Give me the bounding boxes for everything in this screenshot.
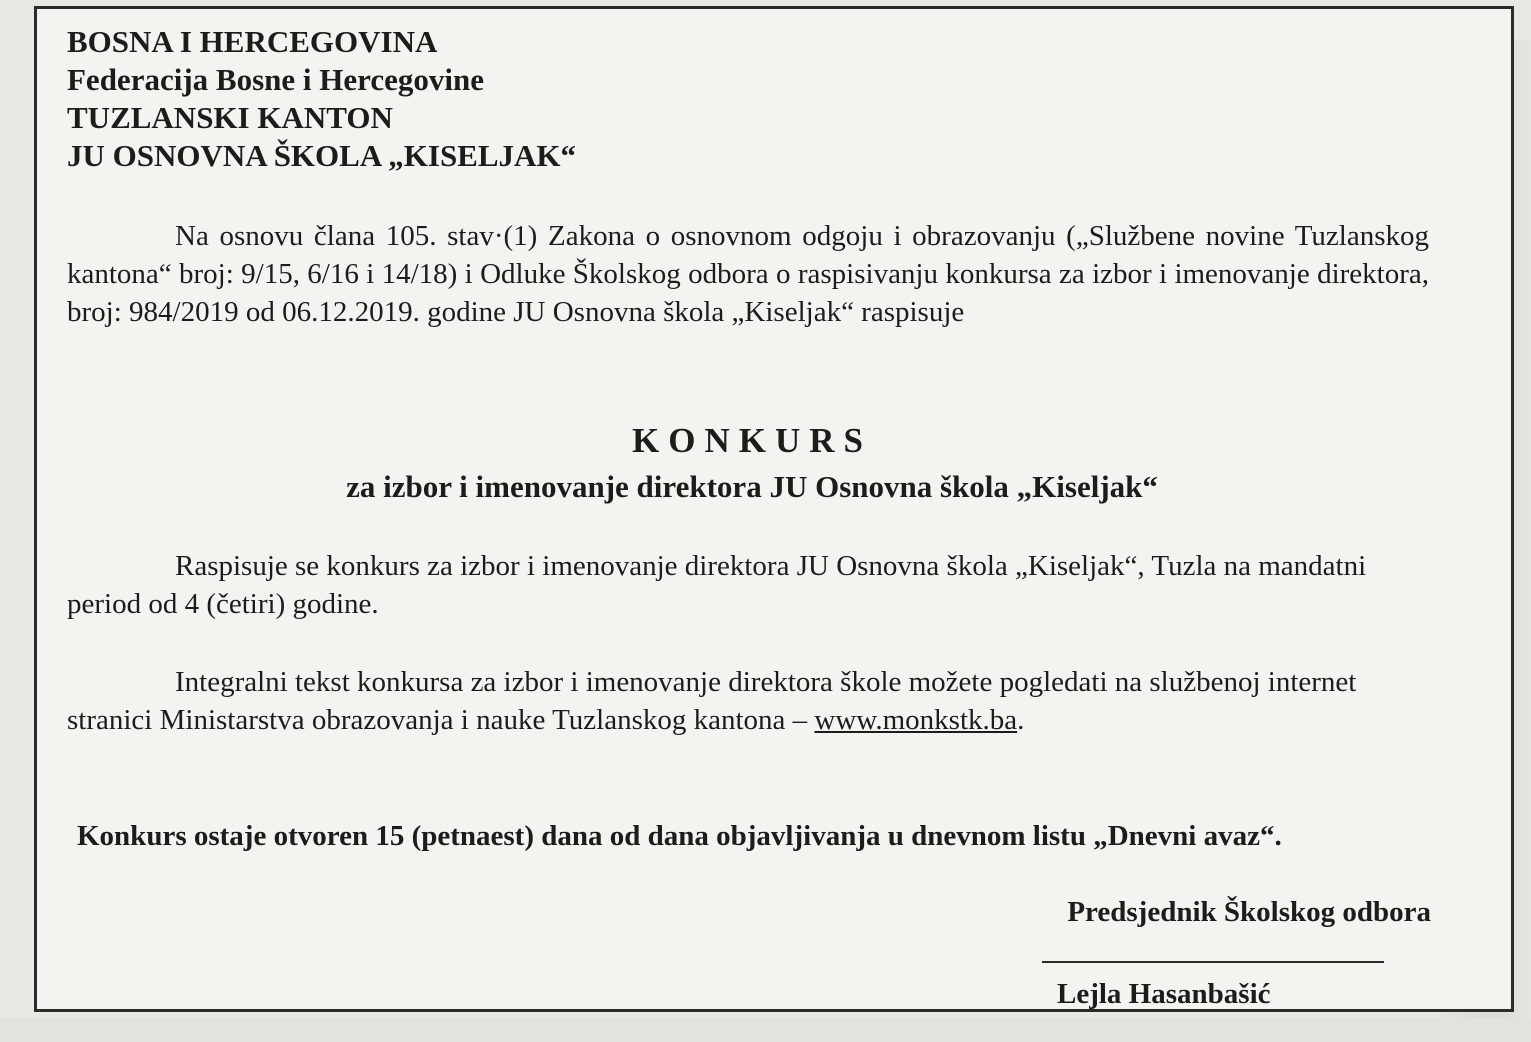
- notice-box: [34, 6, 1514, 1012]
- signature-name: Lejla Hasanbašić: [1057, 978, 1271, 1010]
- intro-paragraph: Na osnovu člana 105. stav·(1) Zakona o osnovnom odgoju i obrazovanju („Službene novine Tuzlanskog kantona“ broj: 9/15, 6/16 i 14/18) i Odluke Školskog odbora o raspisivanju konkursa za izbor i imenovanje direktora, broj: 984/2019 od 06.12.2019. godine JU Osnovna škola „Kiseljak“ raspisuje: [67, 220, 1429, 328]
- document-header: [67, 23, 576, 175]
- header-country: BOSNA I HERCEGOVINA: [67, 24, 438, 59]
- announcement-paragraph: Raspisuje se konkurs za izbor i imenovanje direktora JU Osnovna škola „Kiseljak“, Tuzla na mandatni period od 4 (četiri) godine.: [67, 550, 1367, 620]
- link-suffix: .: [1017, 704, 1025, 736]
- background-bottom-edge: [0, 1018, 1531, 1042]
- closing-statement: Konkurs ostaje otvoren 15 (petnaest) dana od dana objavljivanja u dnevnom listu „Dnevni avaz“.: [77, 820, 1282, 852]
- ministry-website-link[interactable]: www.monkstk.ba: [814, 704, 1018, 736]
- header-canton: TUZLANSKI KANTON: [67, 100, 393, 135]
- integral-text: Integralni tekst konkursa za izbor i imenovanje direktora škole možete pogledati na službenoj internet stranici Ministarstva obrazovanja i nauke Tuzlanskog kantona –: [67, 666, 1357, 736]
- integral-text-paragraph: [67, 663, 1429, 739]
- signature-line: [1042, 961, 1384, 963]
- document-subtitle: za izbor i imenovanje direktora JU Osnovna škola „Kiseljak“: [346, 469, 1158, 504]
- signature-title: Predsjednik Školskog odbora: [1067, 896, 1431, 928]
- document-title: KONKURS: [632, 421, 872, 460]
- header-federation: Federacija Bosne i Hercegovine: [67, 62, 484, 97]
- header-school: JU OSNOVNA ŠKOLA „KISELJAK“: [67, 138, 577, 173]
